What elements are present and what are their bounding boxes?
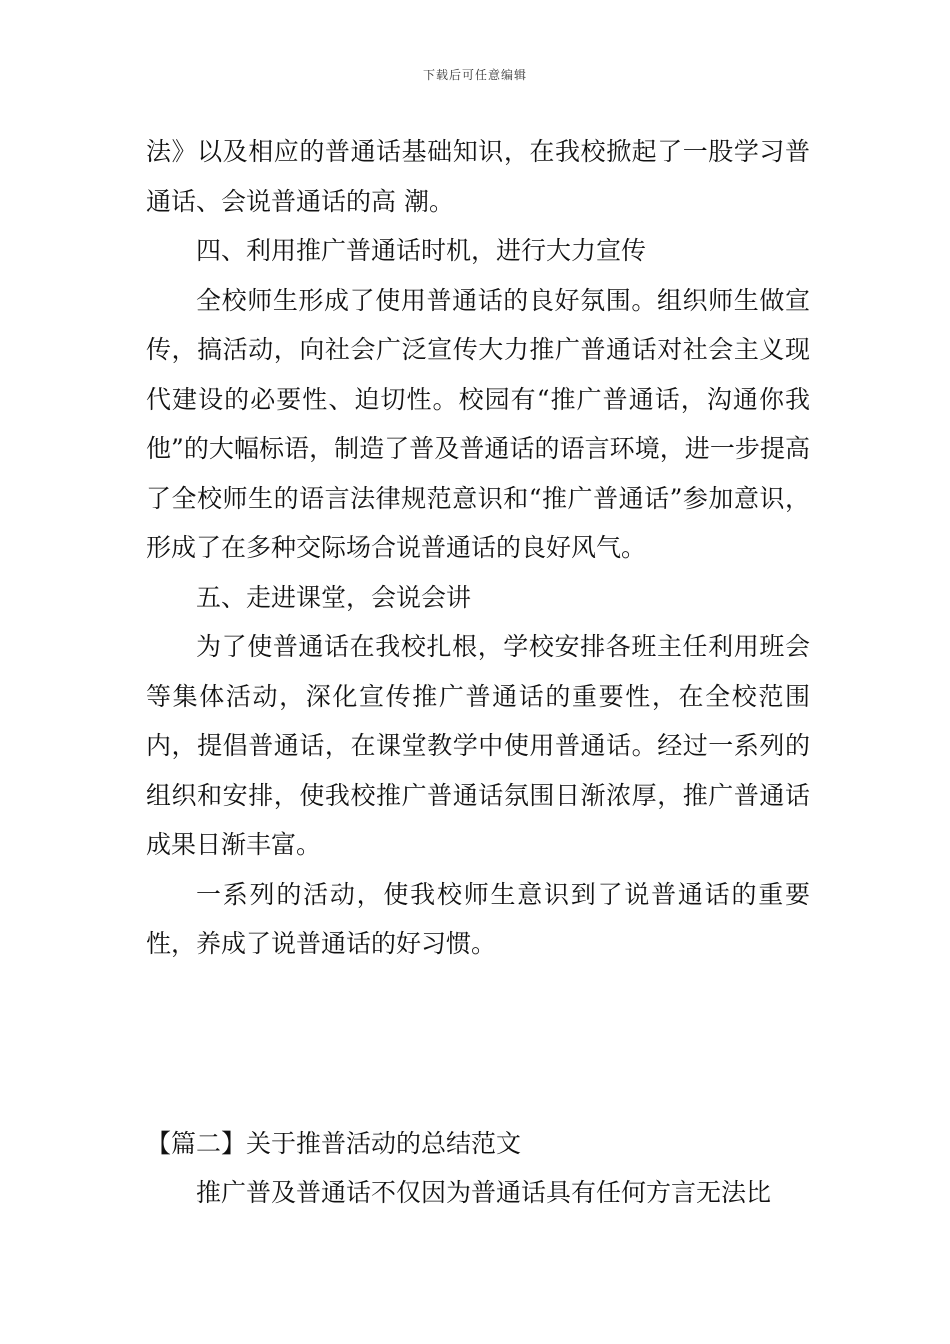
paragraph-continuation: 法》以及相应的普通话基础知识，在我校掀起了一股学习普通话、会说普通话的高 潮。 [146,137,810,216]
paragraph-conclusion: 一系列的活动，使我校师生意识到了说普通话的重要性，养成了说普通话的好习惯。 [146,879,810,958]
page-header-note: 下载后可任意编辑 [422,68,527,82]
paragraph-promotion: 全校师生形成了使用普通话的良好氛围。组织师生做宣传，搞活动，向社会广泛宣传大力推广普通话对社会主义现代建设的必要性、迫切性。校园有“推广普通话，沟通你我他”的大幅标语，制造了普及普通话的语言环境，进一步提高了全校师生的语言法律规范意识和“推广普通话”参加意识，形成了在多种交际场合说普通话的良好风气。 [146,285,810,562]
section-two-first-line: 推广普及普通话不仅因为普通话具有任何方言无法比 [196,1178,772,1207]
heading-section-five: 五、走进课堂，会说会讲 [196,582,472,612]
paragraph-classroom: 为了使普通话在我校扎根，学校安排各班主任利用班会等集体活动，深化宣传推广普通话的重要性，在全校范围内，提倡普通话，在课堂教学中使用普通话。经过一系列的组织和安排，使我校推广普通话氛围日渐浓厚，推广普通话成果日渐丰富。 [146,632,810,859]
section-two-title: 【篇二】关于推普活动的总结范文 [146,1129,522,1158]
heading-section-four: 四、利用推广普通话时机，进行大力宣传 [196,236,647,265]
section-two-body [146,1168,810,1218]
document-body [146,127,810,969]
